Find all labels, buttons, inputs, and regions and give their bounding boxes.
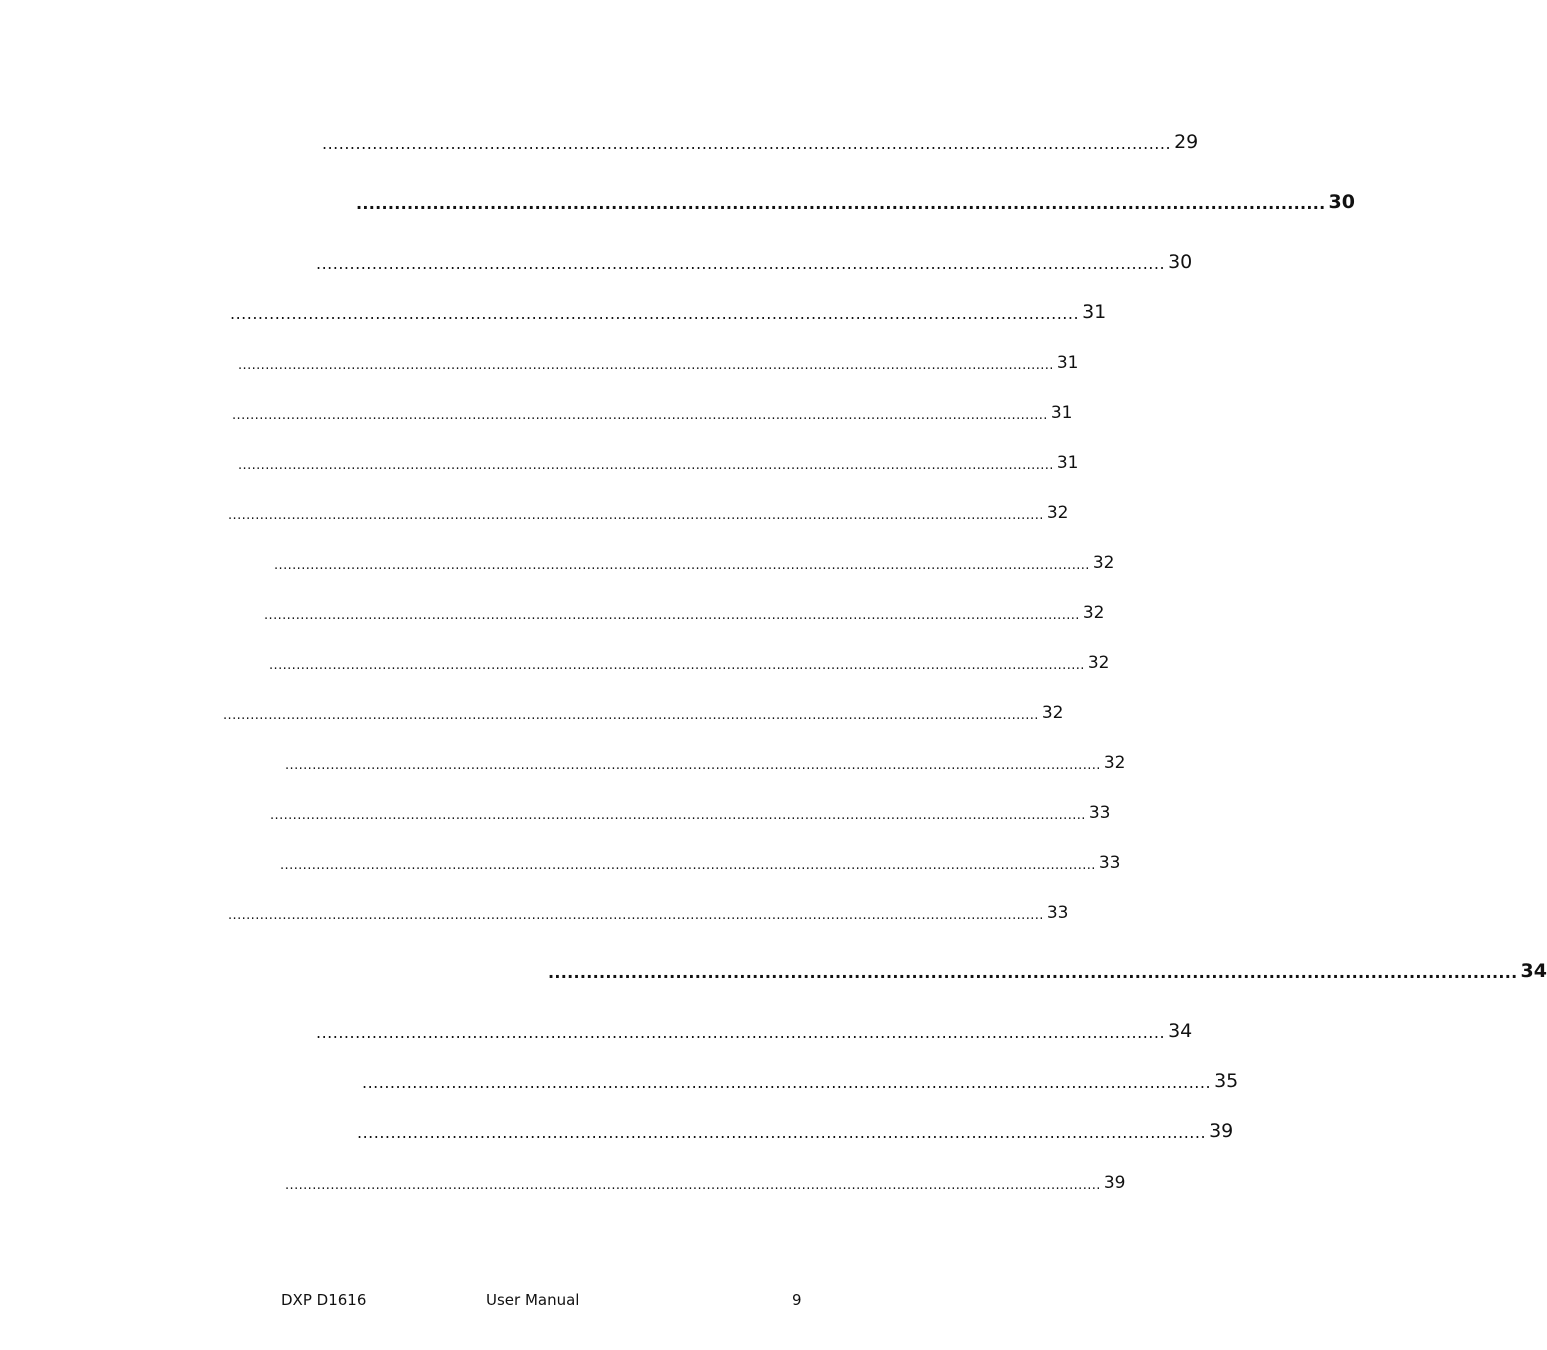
toc-page-number: 30 bbox=[1328, 191, 1355, 213]
toc-entry[interactable] bbox=[362, 1067, 1239, 1092]
toc-page-number: 30 bbox=[1168, 251, 1193, 273]
toc-entry[interactable] bbox=[228, 898, 1069, 923]
toc-leader: ........................................................................................................................................................ bbox=[548, 963, 1518, 982]
toc-page-number: 33 bbox=[1088, 803, 1111, 823]
toc-entry[interactable] bbox=[356, 188, 1355, 213]
toc-entry[interactable] bbox=[280, 848, 1121, 873]
toc-page-number: 32 bbox=[1092, 553, 1115, 573]
toc-leader: .................................................................................................................................................................................... bbox=[228, 908, 1044, 923]
toc-entry[interactable] bbox=[316, 248, 1193, 273]
toc-entry[interactable] bbox=[270, 798, 1111, 823]
toc-page-number: 31 bbox=[1056, 353, 1079, 373]
toc-leader: .................................................................................................................................................................................... bbox=[269, 658, 1085, 673]
toc-page-number: 33 bbox=[1098, 853, 1121, 873]
toc-entry[interactable] bbox=[238, 348, 1079, 373]
toc-page-number: 34 bbox=[1168, 1020, 1193, 1042]
toc-page-number: 32 bbox=[1046, 503, 1069, 523]
toc-leader: ........................................................................................................................................................ bbox=[230, 304, 1080, 323]
toc-leader: .................................................................................................................................................................................... bbox=[238, 458, 1054, 473]
toc-page-number: 39 bbox=[1209, 1120, 1234, 1142]
toc-page-number: 33 bbox=[1046, 903, 1069, 923]
toc-leader: .................................................................................................................................................................................... bbox=[264, 608, 1080, 623]
toc-leader: .................................................................................................................................................................................... bbox=[223, 708, 1039, 723]
toc-leader: .................................................................................................................................................................................... bbox=[285, 758, 1101, 773]
toc-page-number: 31 bbox=[1050, 403, 1073, 423]
toc-entry[interactable] bbox=[274, 548, 1115, 573]
toc-entry[interactable] bbox=[322, 128, 1199, 153]
toc-leader: .................................................................................................................................................................................... bbox=[285, 1178, 1101, 1193]
toc-page-number: 34 bbox=[1520, 960, 1547, 982]
toc-leader: ........................................................................................................................................................ bbox=[316, 254, 1166, 273]
toc-entry[interactable] bbox=[264, 598, 1105, 623]
toc-page-number: 39 bbox=[1103, 1173, 1126, 1193]
toc-entry[interactable] bbox=[238, 448, 1079, 473]
toc-entry[interactable] bbox=[228, 498, 1069, 523]
footer-page-number: 9 bbox=[792, 1291, 802, 1309]
toc-entry[interactable] bbox=[223, 698, 1064, 723]
toc-entry[interactable] bbox=[269, 648, 1110, 673]
toc-leader: .................................................................................................................................................................................... bbox=[238, 358, 1054, 373]
toc-leader: .................................................................................................................................................................................... bbox=[228, 508, 1044, 523]
toc-leader: .................................................................................................................................................................................... bbox=[270, 808, 1086, 823]
toc-page-number: 32 bbox=[1103, 753, 1126, 773]
toc-page-number: 32 bbox=[1082, 603, 1105, 623]
toc-page-number: 31 bbox=[1082, 301, 1107, 323]
toc-leader: .................................................................................................................................................................................... bbox=[232, 408, 1048, 423]
footer-document-title: User Manual bbox=[486, 1291, 580, 1309]
toc-page-number: 29 bbox=[1174, 131, 1199, 153]
toc-leader: ........................................................................................................................................................ bbox=[322, 134, 1172, 153]
toc-entry[interactable] bbox=[357, 1117, 1234, 1142]
toc-entry[interactable] bbox=[285, 748, 1126, 773]
toc-leader: ........................................................................................................................................................ bbox=[357, 1123, 1207, 1142]
toc-leader: ........................................................................................................................................................ bbox=[316, 1023, 1166, 1042]
toc-leader: ........................................................................................................................................................ bbox=[362, 1073, 1212, 1092]
toc-leader: .................................................................................................................................................................................... bbox=[274, 558, 1090, 573]
toc-page-number: 35 bbox=[1214, 1070, 1239, 1092]
toc-page-number: 31 bbox=[1056, 453, 1079, 473]
toc-entry[interactable] bbox=[548, 957, 1547, 982]
toc-entry[interactable] bbox=[230, 298, 1107, 323]
toc-page-number: 32 bbox=[1041, 703, 1064, 723]
toc-entry[interactable] bbox=[285, 1168, 1126, 1193]
toc-leader: .................................................................................................................................................................................... bbox=[280, 858, 1096, 873]
toc-page-number: 32 bbox=[1087, 653, 1110, 673]
toc-entry[interactable] bbox=[232, 398, 1073, 423]
footer-product-name: DXP D1616 bbox=[281, 1291, 367, 1309]
toc-leader: ........................................................................................................................................................ bbox=[356, 194, 1326, 213]
toc-entry[interactable] bbox=[316, 1017, 1193, 1042]
